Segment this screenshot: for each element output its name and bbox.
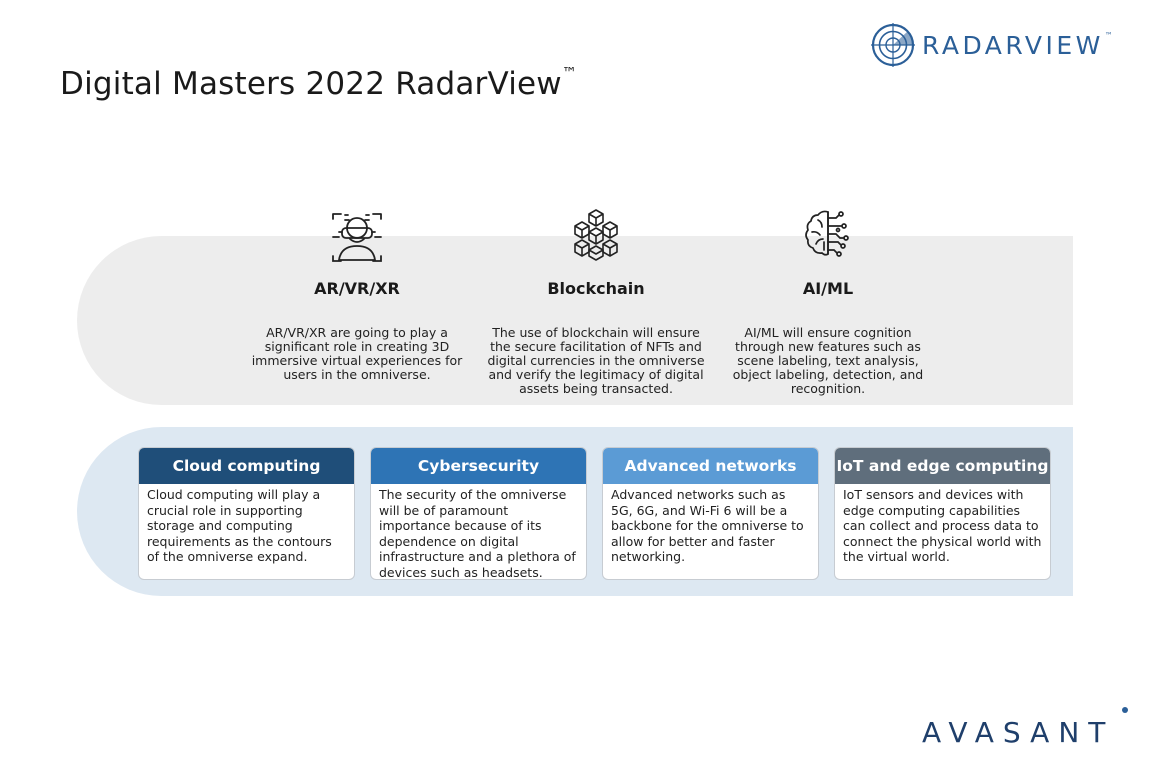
technology-arvrxr	[242, 206, 472, 382]
card-header: Cloud computing	[139, 448, 354, 484]
technology-blockchain	[481, 206, 711, 396]
radarview-trademark: ™	[1104, 30, 1113, 40]
card-text: IoT sensors and devices with edge computing capabilities can collect and process data to connect the physical world with the virtual world.	[843, 487, 1042, 564]
card-header: Advanced networks	[603, 448, 818, 484]
card-advanced-networks	[602, 447, 819, 580]
trademark-symbol: ™	[561, 64, 578, 82]
page-title	[60, 66, 577, 102]
radarview-logo	[870, 22, 1113, 68]
page-title-text: Digital Masters 2022 RadarView	[60, 66, 562, 102]
card-cybersecurity	[370, 447, 587, 580]
technology-title: AI/ML	[802, 279, 854, 298]
avasant-logo: AVASANT	[922, 716, 1115, 749]
radar-icon	[870, 22, 916, 68]
technology-description: AR/VR/XR are going to play a significant role in creating 3D immersive virtual experiences for users in the omniverse.	[251, 325, 463, 382]
technology-description: AI/ML will ensure cognition through new features such as scene labeling, text analysis, object labeling, detection, and recognition.	[732, 325, 924, 396]
card-header: IoT and edge computing	[835, 448, 1050, 484]
blockchain-cubes-icon	[568, 206, 624, 262]
technology-aiml	[713, 206, 943, 396]
card-header: Cybersecurity	[371, 448, 586, 484]
card-text: Advanced networks such as 5G, 6G, and Wi-Fi 6 will be a backbone for the omniverse to allow for better and faster networking.	[611, 487, 804, 564]
card-text: The security of the omniverse will be of paramount importance because of its dependence on digital infrastructure and a plethora of devices such as headsets.	[379, 487, 576, 580]
card-text: Cloud computing will play a crucial role in supporting storage and computing requirements as the contours of the omniverse expand.	[147, 487, 332, 564]
card-cloud-computing	[138, 447, 355, 580]
vr-headset-icon	[329, 206, 385, 262]
technology-description: The use of blockchain will ensure the secure facilitation of NFTs and digital currencies in the omniverse and verify the legitimacy of digital assets being transacted.	[487, 325, 705, 396]
technology-title: AR/VR/XR	[314, 279, 400, 298]
avasant-logo-dot	[1122, 707, 1128, 713]
radarview-wordmark: RADARVIEW	[922, 30, 1104, 60]
technology-title: Blockchain	[547, 279, 645, 298]
card-iot-edge-computing	[834, 447, 1051, 580]
ai-brain-circuit-icon	[800, 206, 856, 262]
